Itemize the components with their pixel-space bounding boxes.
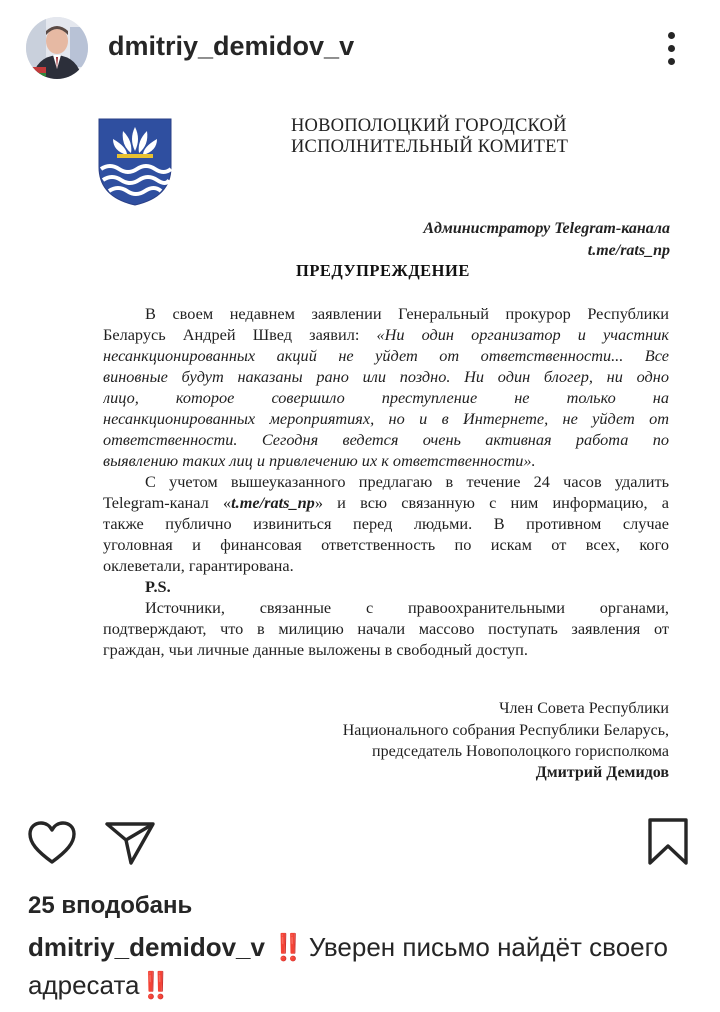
more-options-icon[interactable] bbox=[660, 28, 684, 68]
post-image[interactable] bbox=[0, 96, 720, 796]
action-bar bbox=[0, 800, 720, 880]
letter-document bbox=[0, 96, 720, 796]
letter-line: С учетом вышеуказанного предлагаю в течение 24 часов удалить bbox=[145, 472, 669, 491]
bookmark-icon[interactable] bbox=[646, 817, 690, 867]
addressee-line-2: t.me/rats_np bbox=[587, 242, 670, 259]
letter-title: ПРЕДУПРЕЖДЕНИЕ bbox=[296, 261, 470, 280]
letter-line: несанкционированных мероприятиях, но и в Интернете, не уйдет от bbox=[103, 409, 669, 428]
letter-line: Источники, связанные с правоохранительными органами, bbox=[145, 598, 669, 617]
letter-line: В своем недавнем заявлении Генеральный прокурор Республики bbox=[145, 304, 669, 323]
letter-line: виновные будут наказаны рано или поздно. Ни один блогер, ни одно bbox=[103, 367, 669, 386]
signature-line-1: Член Совета Республики bbox=[499, 700, 669, 717]
letter-line: выявлению таких лиц и привлечению их к ответственности». bbox=[103, 451, 536, 470]
ps-label: P.S. bbox=[145, 577, 171, 596]
header-username[interactable]: dmitriy_demidov_v bbox=[108, 31, 355, 61]
letter-line: также публично извиниться перед людьми. В противном случае bbox=[103, 514, 669, 533]
coat-of-arms-icon bbox=[97, 117, 173, 207]
signature-name: Дмитрий Демидов bbox=[535, 764, 669, 781]
letter-line: несанкционированных акций не уйдет от ответственности... Все bbox=[103, 346, 669, 365]
org-name-line-1: НОВОПОЛОЦКИЙ ГОРОДСКОЙ bbox=[291, 116, 567, 136]
addressee-line-1: Администратору Telegram-канала bbox=[423, 220, 670, 237]
letter-line: граждан, чьи личные данные выложены в свободный доступ. bbox=[103, 640, 528, 659]
signature-line-3: председатель Новополоцкого горисполкома bbox=[372, 743, 669, 760]
avatar[interactable] bbox=[26, 17, 88, 79]
signature-line-2: Национального собрания Республики Беларусь, bbox=[342, 722, 669, 739]
letter-line: лицо, которое совершило преступление не только на bbox=[103, 388, 669, 407]
letter-line: Telegram-канал «t.me/rats_np» и всю связанную с ним информацию, а bbox=[103, 493, 669, 512]
letter-line: подтверждают, что в милицию начали массово поступать заявления от bbox=[103, 619, 669, 638]
letter-line: Беларусь Андрей Швед заявил: «Ни один организатор и участник bbox=[103, 325, 669, 344]
org-name-line-2: ИСПОЛНИТЕЛЬНЫЙ КОМИТЕТ bbox=[291, 137, 569, 157]
post-caption bbox=[28, 928, 688, 1004]
likes-count[interactable]: 25 вподобань bbox=[28, 892, 193, 919]
double-exclamation-emoji: ‼️ bbox=[272, 932, 302, 962]
double-exclamation-emoji: ‼️ bbox=[139, 970, 169, 1000]
caption-text: Уверен письмо найдёт своего адресата bbox=[28, 932, 668, 1000]
heart-icon[interactable] bbox=[27, 820, 77, 866]
post-header bbox=[0, 0, 720, 96]
letter-line: оклеветали, гарантирована. bbox=[103, 556, 294, 575]
paper-plane-icon[interactable] bbox=[104, 820, 156, 866]
letter-line: ответственности. Сегодня ведется очень активная работа по bbox=[103, 430, 669, 449]
caption-username[interactable]: dmitriy_demidov_v bbox=[28, 932, 265, 962]
letter-line: уголовная и финансовая ответственность по искам от всех, кого bbox=[103, 535, 669, 554]
